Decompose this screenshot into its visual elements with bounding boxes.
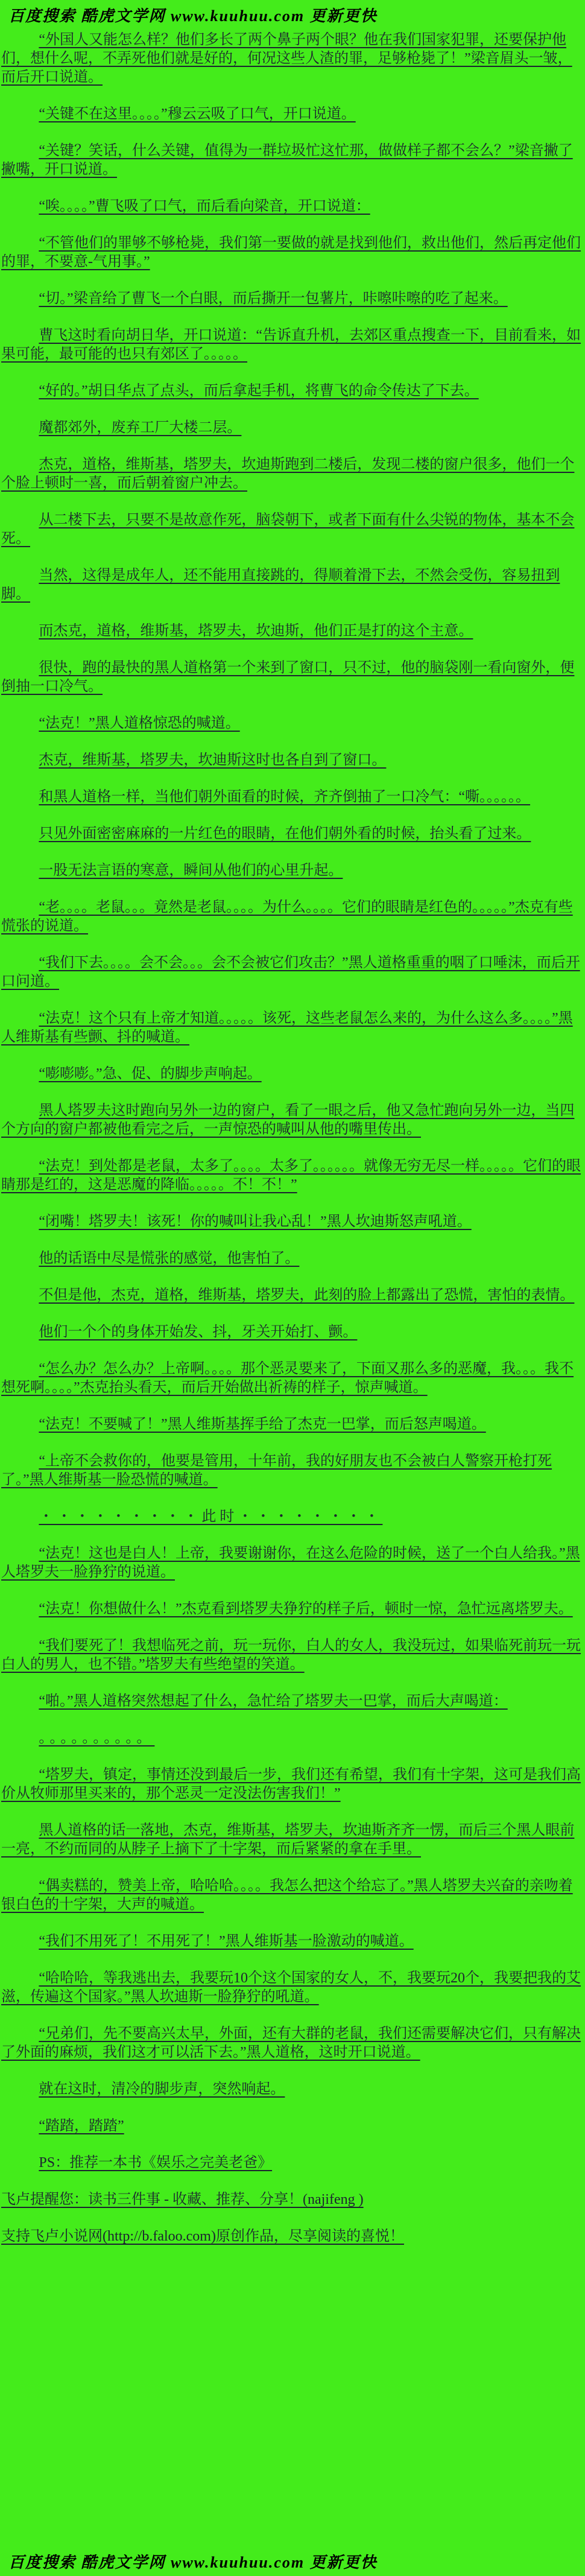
paragraph: 和黑人道格一样，当他们朝外面看的时候，齐齐倒抽了一口冷气：“嘶。。。。。。: [39, 789, 531, 805]
paragraph: 黑人塔罗夫这时跑向另外一边的窗户，看了一眼之后，他又急忙跑向另外一边，当四个方向的窗户都被他看完之后，一声惊恐的喊叫从他的嘴里传出。: [1, 1103, 575, 1137]
paragraph: “老。。。。老鼠。。。竟然是老鼠。。。。为什么。。。。它们的眼睛是红色的。。。。。”杰克有些慌张的说道。: [1, 899, 573, 934]
scene-separator: 。。。。。。。。。。: [39, 1730, 155, 1746]
paragraph: 就在这时，清冷的脚步声，突然响起。: [39, 2081, 285, 2097]
paragraph: “我们下去。。。。会不会。。。会不会被它们攻击？”黑人道格重重的咽了口唾沫，而后开口问道。: [1, 955, 580, 989]
paragraph: 他的话语中尽是慌张的感觉，他害怕了。: [39, 1251, 300, 1266]
paragraph: “我们要死了！我想临死之前，玩一玩你，白人的女人，我没玩过，如果临死前玩一玩白人的男人，也不错。”塔罗夫有些绝望的笑道。: [1, 1638, 581, 1672]
paragraph: 杰克，道格，维斯基，塔罗夫，坎迪斯跑到二楼后，发现二楼的窗户很多，他们一个个脸上顿时一喜，而后朝着窗户冲去。: [1, 457, 575, 491]
novel-content: [0, 28, 585, 2246]
paragraph: 他们一个个的身体开始发、抖，牙关开始打、颤。: [39, 1324, 358, 1340]
paragraph: “法克！到处都是老鼠，太多了。。。。太多了。。。。。。就像无穷无尽一样。。。。。它们的眼睛那是红的，这是恶魔的降临。。。。。不！不！”: [1, 1158, 581, 1193]
paragraph: 从二楼下去，只要不是故意作死，脑袋朝下，或者下面有什么尖锐的物体，基本不会死。: [1, 512, 575, 547]
paragraph: “法克！”黑人道格惊恐的喊道。: [39, 715, 240, 731]
paragraph: “塔罗夫，镇定，事情还没到最后一步，我们还有希望，我们有十字架，这可是我们高价从牧师那里买来的，那个恶灵一定没法伤害我们！”: [1, 1767, 581, 1801]
paragraph: “法克！这个只有上帝才知道。。。。。该死，这些老鼠怎么来的，为什么这么多。。。。”黑人维斯基有些颤、抖的喊道。: [1, 1010, 573, 1045]
paragraph: 杰克，维斯基，塔罗夫，坎迪斯这时也各自到了窗口。: [39, 752, 387, 768]
paragraph: 魔都郊外，废弃工厂大楼二层。: [39, 420, 242, 436]
paragraph: “哈哈哈，等我逃出去，我要玩10个这个国家的女人，不，我要玩20个，我要把我的艾滋，传遍这个国家。”黑人坎迪斯一脸狰狞的吼道。: [1, 1970, 581, 2005]
paragraph: “踏踏，踏踏”: [39, 2118, 124, 2134]
paragraph: 黑人道格的话一落地，杰克，维斯基，塔罗夫，坎迪斯齐齐一愣，而后三个黑人眼前一亮，不约而同的从脖子上摘下了十字架，而后紧紧的拿在手里。: [1, 1823, 575, 1857]
paragraph: “啪。”黑人道格突然想起了什么，急忙给了塔罗夫一巴掌，而后大声喝道：: [39, 1693, 508, 1709]
paragraph: “法克！不要喊了！”黑人维斯基挥手给了杰克一巴掌，而后怒声喝道。: [39, 1416, 486, 1432]
paragraph: “切。”梁音给了曹飞一个白眼，而后撕开一包薯片，咔嚓咔嚓的吃了起来。: [39, 291, 508, 306]
paragraph: “好的。”胡日华点了点头，而后拿起手机，将曹飞的命令传达了下去。: [39, 383, 479, 399]
paragraph: “法克！你想做什么！”杰克看到塔罗夫狰狞的样子后，顿时一惊，急忙远离塔罗夫。: [39, 1601, 573, 1617]
paragraph: “偶卖糕的，赞美上帝，哈哈哈。。。。我怎么把这个给忘了。”黑人塔罗夫兴奋的亲吻着银白色的十字架，大声的喊道。: [1, 1878, 573, 1912]
paragraph: 而杰克，道格，维斯基，塔罗夫，坎迪斯，他们正是打的这个主意。: [39, 623, 473, 639]
paragraph: “法克！这也是白人！上帝，我要谢谢你，在这么危险的时候，送了一个白人给我。”黑人塔罗夫一脸狰狞的说道。: [1, 1546, 580, 1580]
paragraph: “外国人又能怎么样？他们多长了两个鼻子两个眼？他在我们国家犯罪，还要保护他们，想什么呢，不弄死他们就是好的，何况这些人渣的罪，足够枪毙了！”梁音眉头一皱，而后开口说道。: [1, 32, 572, 85]
scene-separator: ・・・・・・・・・此时・・・・・・・・: [39, 1509, 383, 1524]
paragraph: 很快，跑的最快的黑人道格第一个来到了窗口，只不过，他的脑袋刚一看向窗外，便倒抽一口冷气。: [1, 660, 575, 694]
paragraph: 支持飞卢小说网(http://b.faloo.com)原创作品，尽享阅读的喜悦！: [1, 2229, 404, 2244]
paragraph: 一股无法言语的寒意，瞬间从他们的心里升起。: [39, 863, 343, 878]
paragraph: “我们不用死了！不用死了！”黑人维斯基一脸激动的喊道。: [39, 1934, 414, 1949]
paragraph: 飞卢提醒您：读书三件事 - 收藏、推荐、分享！(najifeng ): [1, 2192, 364, 2207]
paragraph: “上帝不会救你的，他要是管用，十年前，我的好朋友也不会被白人警察开枪打死了。”黑人维斯基一脸恐慌的喊道。: [1, 1453, 552, 1488]
paragraph: “怎么办？怎么办？上帝啊。。。。那个恶灵要来了，下面又那么多的恶魔，我。。。我不想死啊。。。。”杰克抬头看天，而后开始做出祈祷的样子，惊声喊道。: [1, 1361, 574, 1395]
watermark-top: 百度搜索 酷虎文学网 www.kuuhuu.com 更新更快: [8, 7, 378, 25]
paragraph: “闭嘴！塔罗夫！该死！你的喊叫让我心乱！”黑人坎迪斯怒声吼道。: [39, 1214, 472, 1229]
paragraph: 当然，这得是成年人，还不能用直接跳的，得顺着滑下去，不然会受伤，容易扭到脚。: [1, 568, 560, 602]
paragraph: PS：推荐一本书《娱乐之完美老爸》: [39, 2155, 273, 2171]
paragraph: “关键不在这里。。。。”穆云云吸了口气，开口说道。: [39, 106, 356, 122]
watermark-bottom: 百度搜索 酷虎文学网 www.kuuhuu.com 更新更快: [8, 2554, 378, 2571]
paragraph: 不但是他，杰克，道格，维斯基，塔罗夫，此刻的脸上都露出了恐慌，害怕的表情。: [39, 1287, 575, 1303]
paragraph: “不管他们的罪够不够枪毙，我们第一要做的就是找到他们，救出他们，然后再定他们的罪，不要意-气用事。”: [1, 235, 581, 270]
paragraph: 只见外面密密麻麻的一片红色的眼睛，在他们朝外看的时候，抬头看了过来。: [39, 826, 531, 842]
paragraph: “兄弟们，先不要高兴太早，外面，还有大群的老鼠，我们还需要解决它们，只有解决了外面的麻烦，我们这才可以活下去。”黑人道格，这时开口说道。: [1, 2026, 581, 2060]
paragraph: “关键？笑话，什么关键，值得为一群垃圾忙这忙那，做做样子都不会么？”梁音撇了撇嘴，开口说道。: [1, 143, 573, 177]
paragraph: “唉。。。。”曹飞吸了口气，而后看向梁音，开口说道：: [39, 198, 370, 214]
paragraph: 曹飞这时看向胡日华，开口说道：“告诉直升机，去郊区重点搜查一下，目前看来，如果可能，最可能的也只有郊区了。。。。。: [1, 328, 581, 362]
paragraph: “嘭嘭嘭。”急、促、的脚步声响起。: [39, 1066, 262, 1082]
